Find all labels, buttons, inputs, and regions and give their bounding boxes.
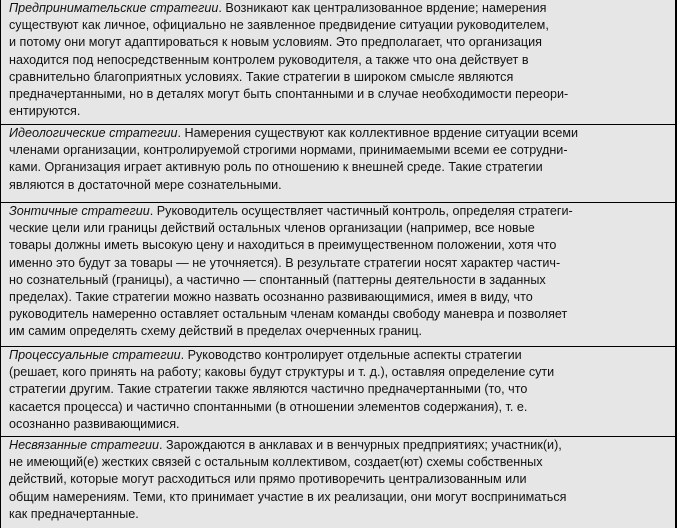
text-line: предначертанными, но в деталях могут быть спонтанными и в случае необходимости переори- [9, 87, 569, 102]
text-line: ками. Организация играет активную роль по отношению к внешней среде. Такие стратегии [9, 160, 543, 175]
text-line: руководитель намеренно оставляет остальным членам команды свободу маневра и позволяет [9, 307, 568, 322]
text-line: . Руководство контролирует отдельные аспекты стратегии [180, 348, 522, 362]
text-line: осознанно развивающимися. [9, 416, 180, 431]
text-line: . Намерения существуют как коллективное врдение ситуации всеми [177, 126, 579, 140]
text-line: членами организации, контролируемой строгими нормами, принимаемыми всеми ее сотрудни- [9, 143, 568, 158]
text-line: . Возникают как централизованное врдение; намерения [218, 1, 547, 15]
strategy-cell-disconnected [1, 436, 675, 528]
strategy-term: Процессуальные стратегии [9, 348, 181, 362]
text-line: находится под непосредственным контролем руководителя, а также что она действует в [9, 52, 529, 67]
text-line: действий, которые могут расходиться или прямо противоречить централизованным или [9, 472, 527, 487]
text-line: не имеющий(е) жестких связей с остальным коллективом, создает(ют) схемы собственных [9, 455, 543, 470]
text-line: общим намерениям. Теми, кто принимает участие в их реализации, они могут восприниматься [9, 489, 567, 504]
text-line: касается процесса) и частично спонтанными (в отношении элементов содержания), т. е. [9, 399, 528, 414]
text-line: им самим определять схему действий в пределах очерченных границ. [9, 324, 423, 339]
text-line: . Зарождаются в анклавах и в венчурных предприятиях; участник(и), [159, 438, 562, 452]
strategy-cell-entrepreneurial [1, 0, 675, 124]
text-line: как предначертанные. [9, 506, 139, 521]
strategy-first-line [9, 437, 666, 454]
text-line: ентируются. [9, 104, 81, 119]
text-line: . Руководитель осуществляет частичный контроль, определяя стратеги- [149, 204, 573, 218]
strategy-cell-umbrella [1, 202, 675, 346]
strategy-first-line [9, 0, 666, 17]
strategy-first-line [9, 347, 666, 364]
strategy-cell-ideological [1, 124, 675, 202]
strategy-term: Зонтичные стратегии [9, 204, 150, 218]
text-line: ческие цели или границы действий остальных членов организации (например, все новые [9, 221, 535, 236]
strategy-term: Идеологические стратегии [9, 126, 178, 140]
text-line: и потому они могут адаптироваться к новым условиям. Это предполагает, что организация [9, 35, 542, 50]
strategy-cell-process [1, 346, 675, 436]
strategy-term: Предпринимательские стратегии [9, 1, 219, 15]
text-line: существуют как личное, официально не заявленное предвидение ситуации руководителем, [9, 18, 549, 33]
text-line: сравнительно благоприятных условиях. Такие стратегии в широком смысле являются [9, 69, 514, 84]
text-line: именно это будут за товары — не уточняется). В результате стратегии носят характер частич- [9, 255, 561, 270]
strategy-first-line [9, 125, 666, 142]
text-line: (решает, кого принять на работу; каковы будут структуры и т. д.), оставляя определение сути [9, 365, 555, 380]
text-line: стратегии другим. Такие стратегии также являются частично предначертанными (то, что [9, 382, 528, 397]
strategy-term: Несвязанные стратегии [9, 438, 159, 452]
strategy-first-line [9, 203, 666, 220]
text-line: товары должны иметь высокую цену и находиться в преимущественном положении, хотя что [9, 238, 557, 253]
text-line: но сознательный (границы), а частично — спонтанный (паттерны деятельности в заданных [9, 272, 546, 287]
text-line: пределах). Такие стратегии можно назвать осознанно развивающимися, имея в виду, что [9, 290, 533, 305]
text-line: являются в достаточной мере сознательными. [9, 177, 282, 192]
